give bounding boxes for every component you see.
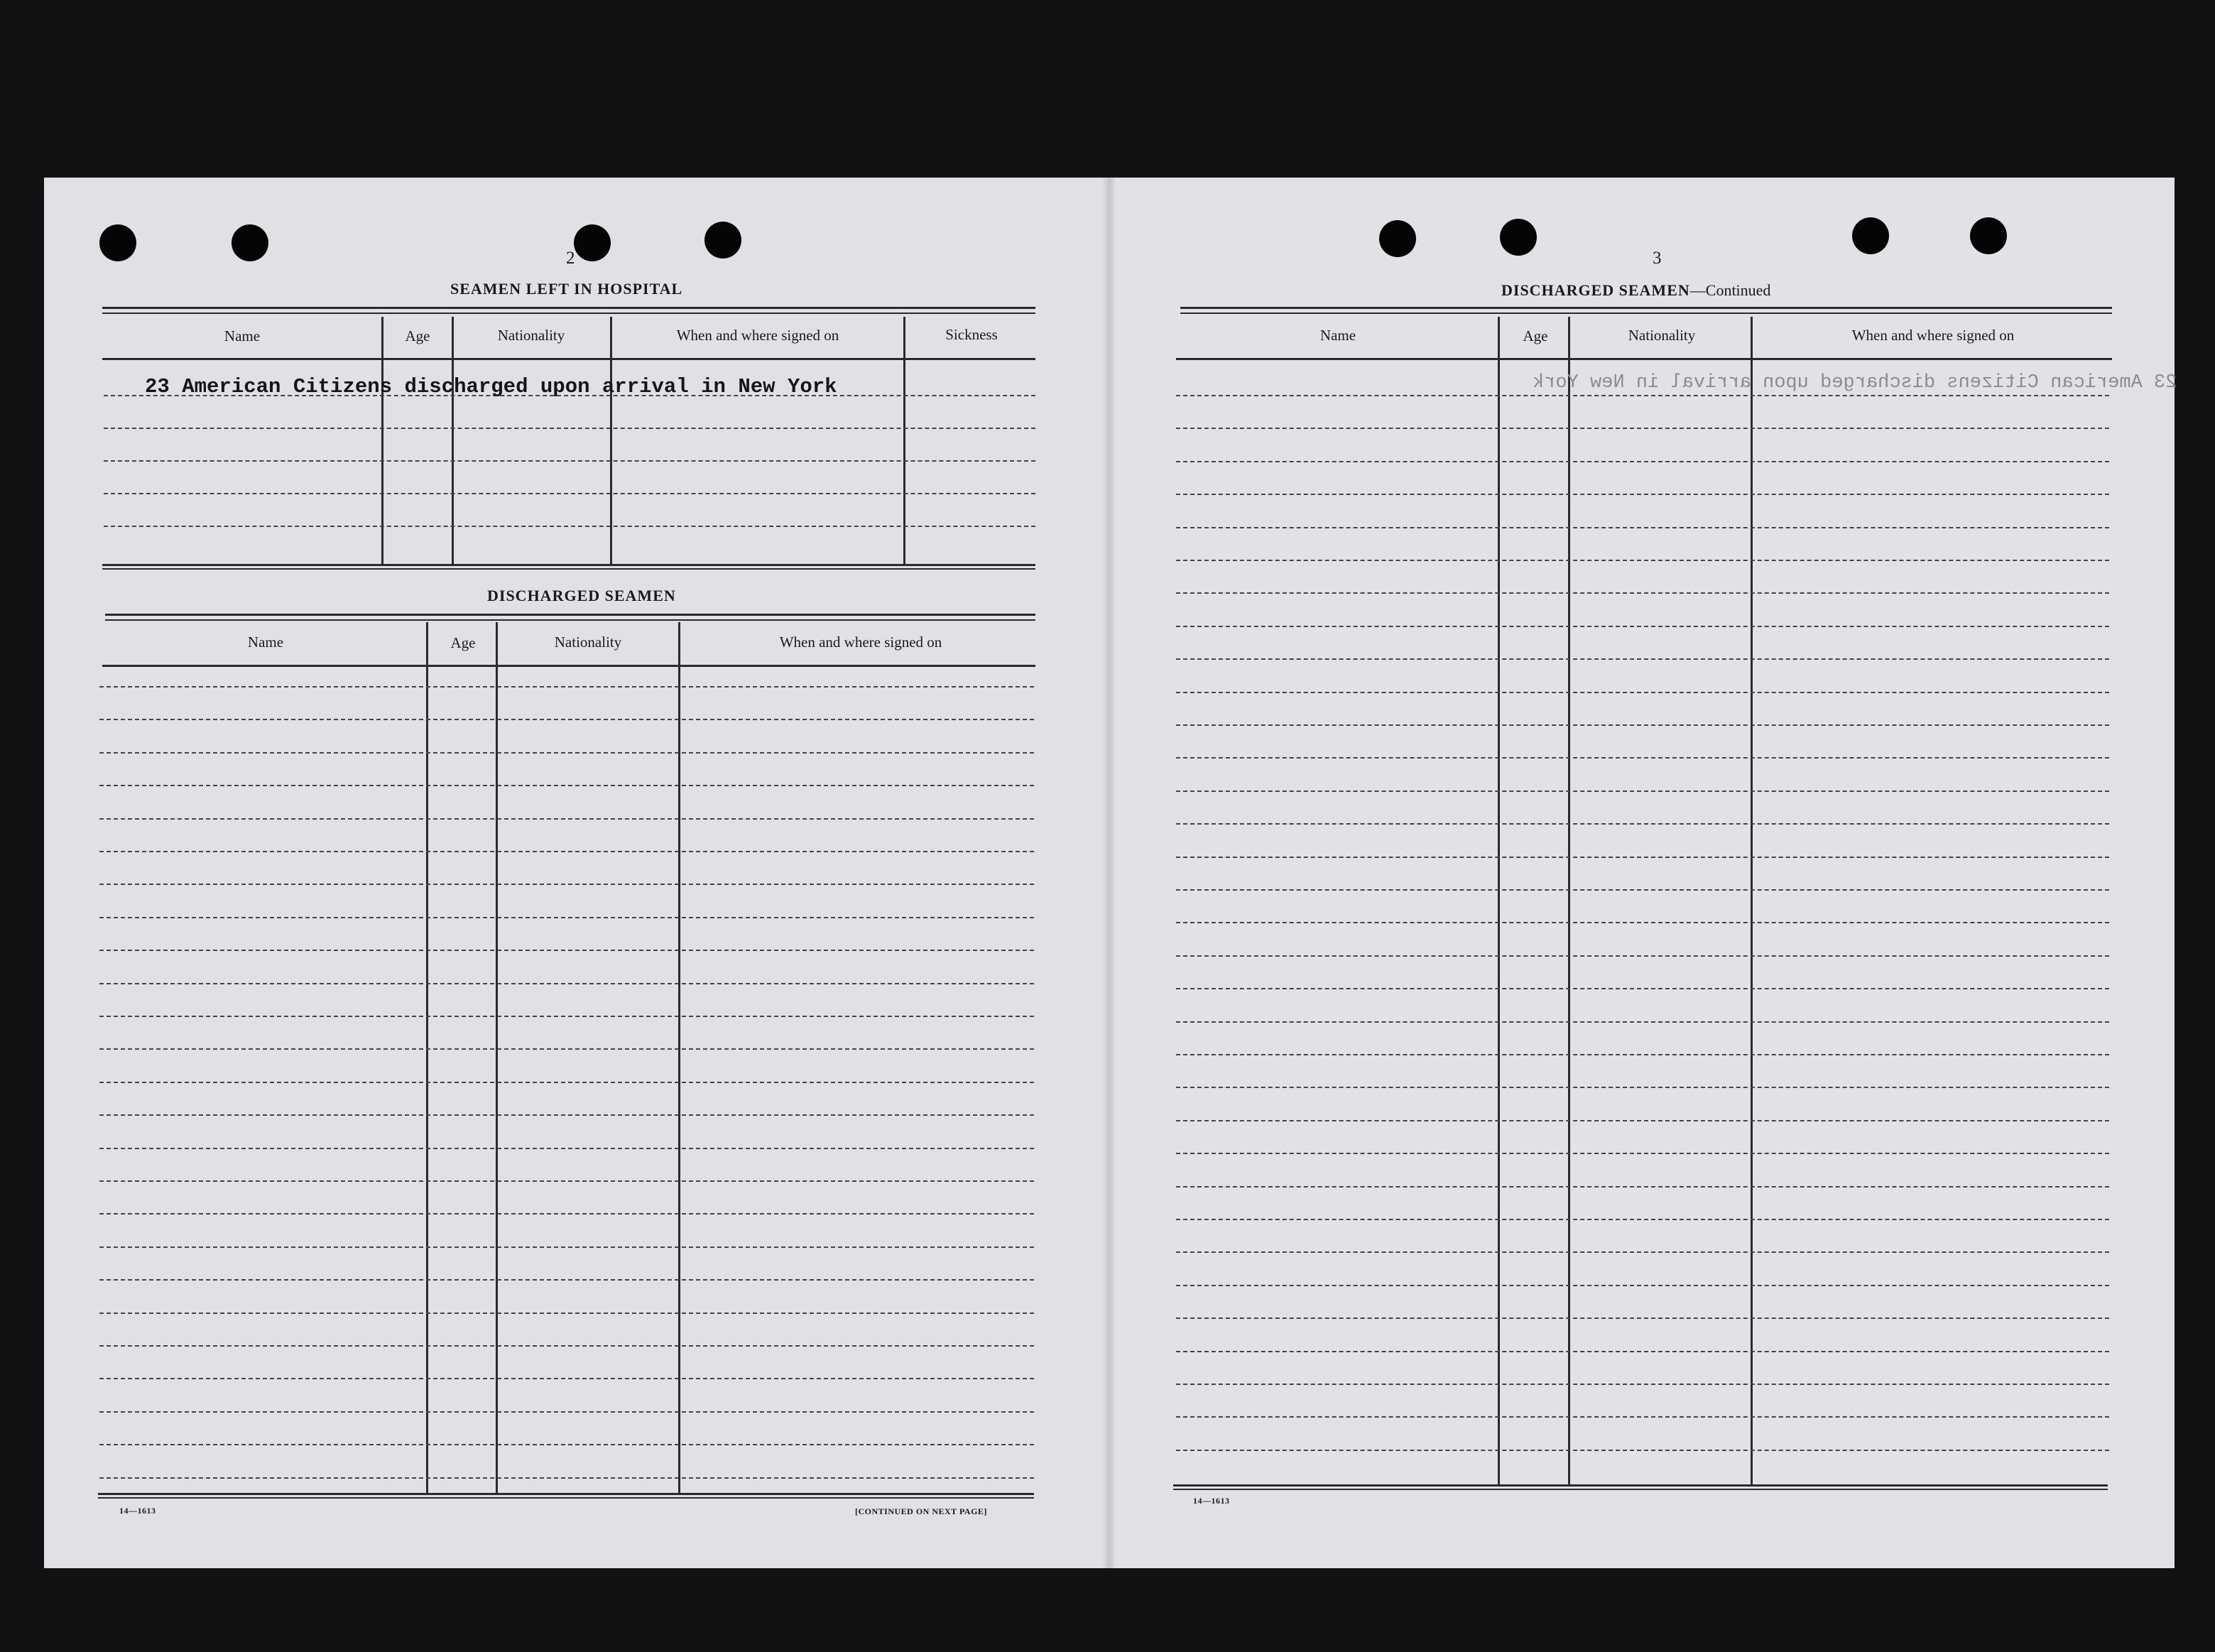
- table-top-rule: [102, 313, 1035, 314]
- form-number: 14—1613: [1193, 1496, 1230, 1506]
- table-bottom-rule: [1173, 1489, 2108, 1490]
- punch-hole: [1970, 217, 2007, 254]
- punch-hole: [1500, 219, 1537, 256]
- column-divider: [1568, 317, 1570, 1486]
- header-rule: [102, 665, 1035, 667]
- table-top-rule: [102, 307, 1035, 309]
- col-header-nationality: Nationality: [497, 327, 565, 344]
- row-line: [1176, 823, 2109, 825]
- punch-hole: [99, 224, 136, 261]
- punch-hole: [1852, 217, 1889, 254]
- row-line: [1176, 1317, 2109, 1319]
- bleed-through-text: 23 American Citizens discharged upon arrival in New York: [1533, 372, 2177, 393]
- row-line: [1176, 955, 2109, 957]
- col-header-nationality: Nationality: [554, 634, 622, 651]
- table-top-rule: [1180, 313, 2112, 314]
- row-line: [1176, 1087, 2109, 1088]
- row-line: [99, 1016, 1034, 1017]
- col-header-age: Age: [405, 327, 430, 344]
- row-line: [99, 917, 1034, 918]
- page-gutter: [1102, 178, 1116, 1568]
- row-line: [1176, 461, 2109, 462]
- row-line: [99, 818, 1034, 820]
- row-line: [1176, 428, 2109, 429]
- col-header-name: Name: [1319, 327, 1356, 344]
- col-header-age: Age: [450, 634, 476, 651]
- table-bottom-rule: [102, 564, 1035, 566]
- col-header-signed-on: When and where signed on: [1851, 327, 2015, 344]
- row-line: [99, 950, 1034, 951]
- row-line: [99, 884, 1034, 885]
- col-header-nationality: Nationality: [1628, 327, 1696, 344]
- row-line: [104, 526, 1035, 527]
- row-line: [99, 1313, 1034, 1314]
- row-line: [99, 1082, 1034, 1083]
- table-bottom-rule: [98, 1497, 1034, 1499]
- table-top-rule: [105, 619, 1035, 621]
- row-line: [1176, 922, 2109, 923]
- row-line: [1176, 1251, 2109, 1253]
- row-line: [99, 1477, 1034, 1479]
- table-bottom-rule: [1173, 1484, 2108, 1487]
- row-line: [1176, 1153, 2109, 1154]
- row-line: [1176, 857, 2109, 858]
- row-line: [99, 1148, 1034, 1149]
- row-line: [99, 719, 1034, 720]
- row-line: [99, 1048, 1034, 1050]
- page-number: 2: [566, 249, 575, 268]
- row-line: [99, 1180, 1034, 1182]
- row-line: [1176, 626, 2109, 627]
- row-line: [99, 1246, 1034, 1248]
- section-title-text: DISCHARGED SEAMEN: [1501, 281, 1690, 299]
- col-header-name: Name: [224, 327, 261, 344]
- col-header-sickness: Sickness: [945, 326, 998, 343]
- row-line: [1176, 790, 2109, 792]
- punch-hole: [232, 224, 268, 261]
- row-line: [1176, 395, 2109, 396]
- column-divider: [1751, 317, 1753, 1486]
- row-line: [99, 851, 1034, 852]
- typed-entry: 23 American Citizens discharged upon arrival in New York: [145, 375, 837, 398]
- row-line: [99, 785, 1034, 786]
- row-line: [104, 428, 1035, 429]
- row-line: [1176, 1416, 2109, 1418]
- row-line: [1176, 1054, 2109, 1055]
- row-line: [1176, 889, 2109, 891]
- section-title-discharged: DISCHARGED SEAMEN: [487, 587, 676, 604]
- row-line: [99, 1411, 1034, 1413]
- row-line: [1176, 658, 2109, 660]
- row-line: [1176, 1120, 2109, 1121]
- page-number: 3: [1653, 249, 1662, 268]
- col-header-age: Age: [1523, 327, 1548, 344]
- punch-hole: [1379, 220, 1416, 257]
- column-divider: [1498, 317, 1500, 1486]
- row-line: [1176, 724, 2109, 726]
- table-top-rule: [1180, 307, 2112, 309]
- row-line: [104, 493, 1035, 494]
- punch-hole: [704, 222, 741, 259]
- header-rule: [1176, 358, 2112, 360]
- row-line: [99, 752, 1034, 754]
- row-line: [1176, 592, 2109, 594]
- row-line: [1176, 1219, 2109, 1220]
- row-line: [99, 1378, 1034, 1379]
- table-top-rule: [105, 614, 1035, 616]
- row-line: [99, 983, 1034, 984]
- col-header-name: Name: [247, 634, 284, 651]
- row-line: [99, 1444, 1034, 1445]
- row-line: [104, 460, 1035, 462]
- row-line: [1176, 1351, 2109, 1352]
- section-title-discharged-continued: [1501, 281, 1770, 300]
- row-line: [1176, 988, 2109, 989]
- col-header-signed-on: When and where signed on: [676, 327, 839, 344]
- row-line: [1176, 1021, 2109, 1023]
- row-line: [99, 686, 1034, 688]
- row-line: [1176, 494, 2109, 495]
- row-line: [1176, 1285, 2109, 1286]
- header-rule: [102, 358, 1035, 360]
- table-bottom-rule: [98, 1493, 1034, 1495]
- row-line: [1176, 1186, 2109, 1188]
- row-line: [99, 1279, 1034, 1281]
- row-line: [99, 1213, 1034, 1214]
- row-line: [1176, 560, 2109, 561]
- section-title-suffix: —Continued: [1689, 281, 1771, 299]
- continued-note: [CONTINUED ON NEXT PAGE]: [855, 1506, 987, 1516]
- form-number: 14—1613: [119, 1506, 156, 1516]
- row-line: [1176, 1450, 2109, 1451]
- row-line: [99, 1345, 1034, 1347]
- col-header-signed-on: When and where signed on: [779, 634, 942, 651]
- row-line: [1176, 527, 2109, 528]
- row-line: [1176, 692, 2109, 693]
- row-line: [99, 1114, 1034, 1116]
- row-line: [1176, 1384, 2109, 1385]
- row-line: [1176, 757, 2109, 759]
- section-title-hospital: SEAMEN LEFT IN HOSPITAL: [450, 280, 683, 298]
- table-bottom-rule: [102, 568, 1035, 570]
- punch-hole: [574, 224, 611, 261]
